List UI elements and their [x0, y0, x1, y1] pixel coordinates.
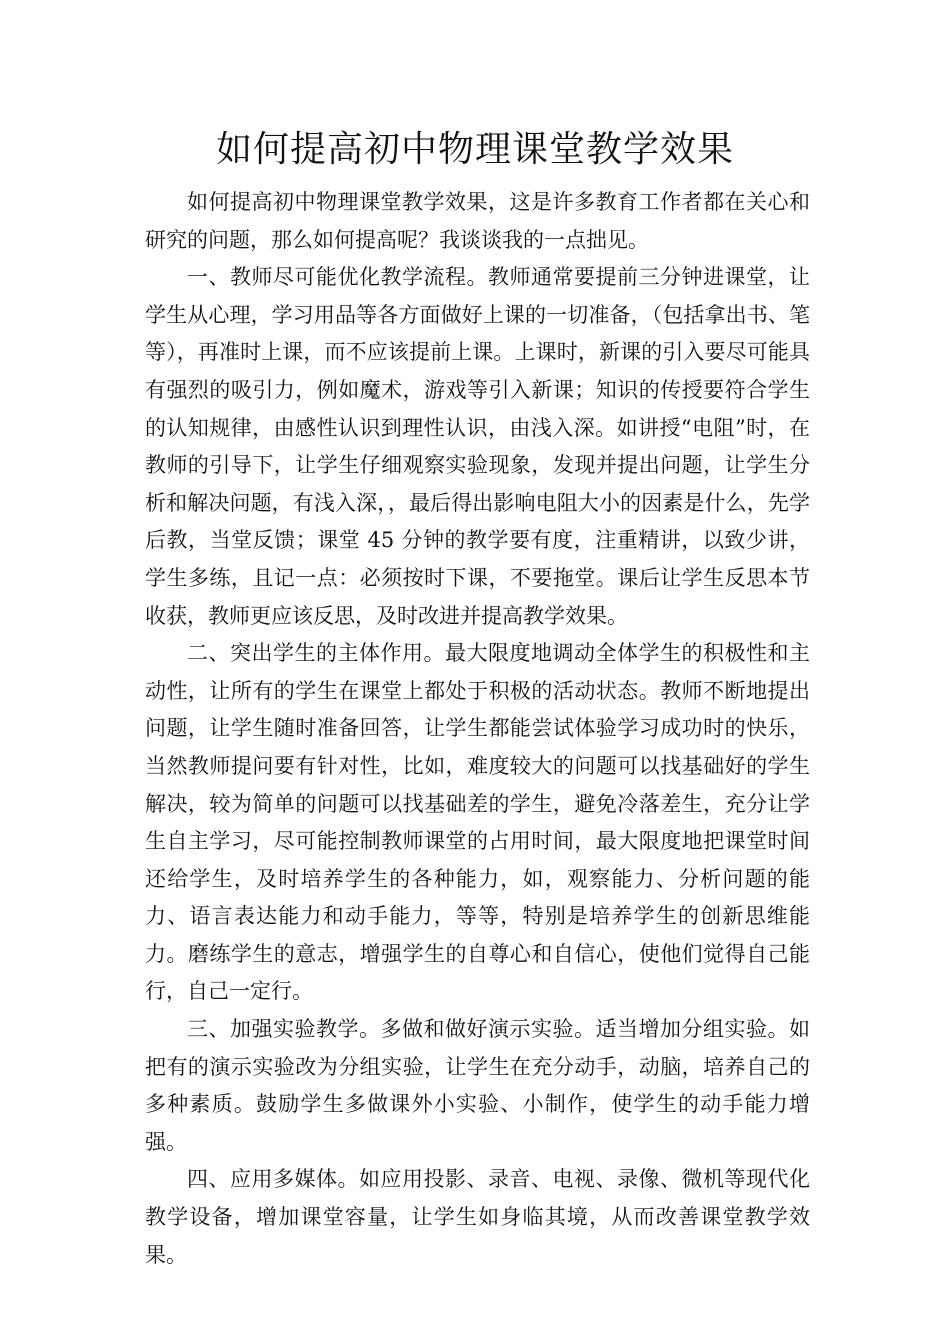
paragraph-section-3: 三、加强实验教学。多做和做好演示实验。适当增加分组实验。如把有的演示实验改为分组实验，让学生在充分动手，动脑，培养自己的多种素质。鼓励学生多做课外小实验、小制作，使学生的动手能力增强。	[145, 1017, 810, 1154]
document-body	[145, 184, 810, 1274]
document-title: 如何提高初中物理课堂教学效果	[215, 129, 734, 170]
paragraph-intro: 如何提高初中物理课堂教学效果，这是许多教育工作者都在关心和研究的问题，那么如何提高呢？我谈谈我的一点拙见。	[145, 190, 810, 252]
paragraph-section-2: 二、突出学生的主体作用。最大限度地调动全体学生的积极性和主动性，让所有的学生在课堂上都处于积极的活动状态。教师不断地提出问题，让学生随时准备回答，让学生都能尝试体验学习成功时的快乐，当然教师提问要有针对性，比如，难度较大的问题可以找基础好的学生解决，较为简单的问题可以找基础差的学生，避免冷落差生，充分让学生自主学习，尽可能控制教师课堂的占用时间，最大限度地把课堂时间还给学生，及时培养学生的各种能力，如，观察能力、分析问题的能力、语言表达能力和动手能力，等等，特别是培养学生的创新思维能力。磨练学生的意志，增强学生的自尊心和自信心，使他们觉得自己能行，自己一定行。	[145, 641, 810, 1004]
paragraph-section-1: 一、教师尽可能优化教学流程。教师通常要提前三分钟进课堂，让学生从心理，学习用品等各方面做好上课的一切准备，（包括拿出书、笔等），再准时上课，而不应该提前上课。上课时，新课的引入要尽可能具有强烈的吸引力，例如魔术，游戏等引入新课；知识的传授要符合学生的认知规律，由感性认识到理性认识，由浅入深。如讲授“电阻”时，在教师的引导下，让学生仔细观察实验现象，发现并提出问题，让学生分析和解决问题，有浅入深，，最后得出影响电阻大小的因素是什么，先学后教，当堂反馈；课堂 45 分钟的教学要有度，注重精讲，以致少讲，学生多练，且记一点：必须按时下课，不要拖堂。课后让学生反思本节收获，教师更应该反思，及时改进并提高教学效果。	[145, 265, 810, 628]
paragraph-section-4: 四、应用多媒体。如应用投影、录音、电视、录像、微机等现代化教学设备，增加课堂容量，让学生如身临其境，从而改善课堂教学效果。	[145, 1167, 810, 1267]
